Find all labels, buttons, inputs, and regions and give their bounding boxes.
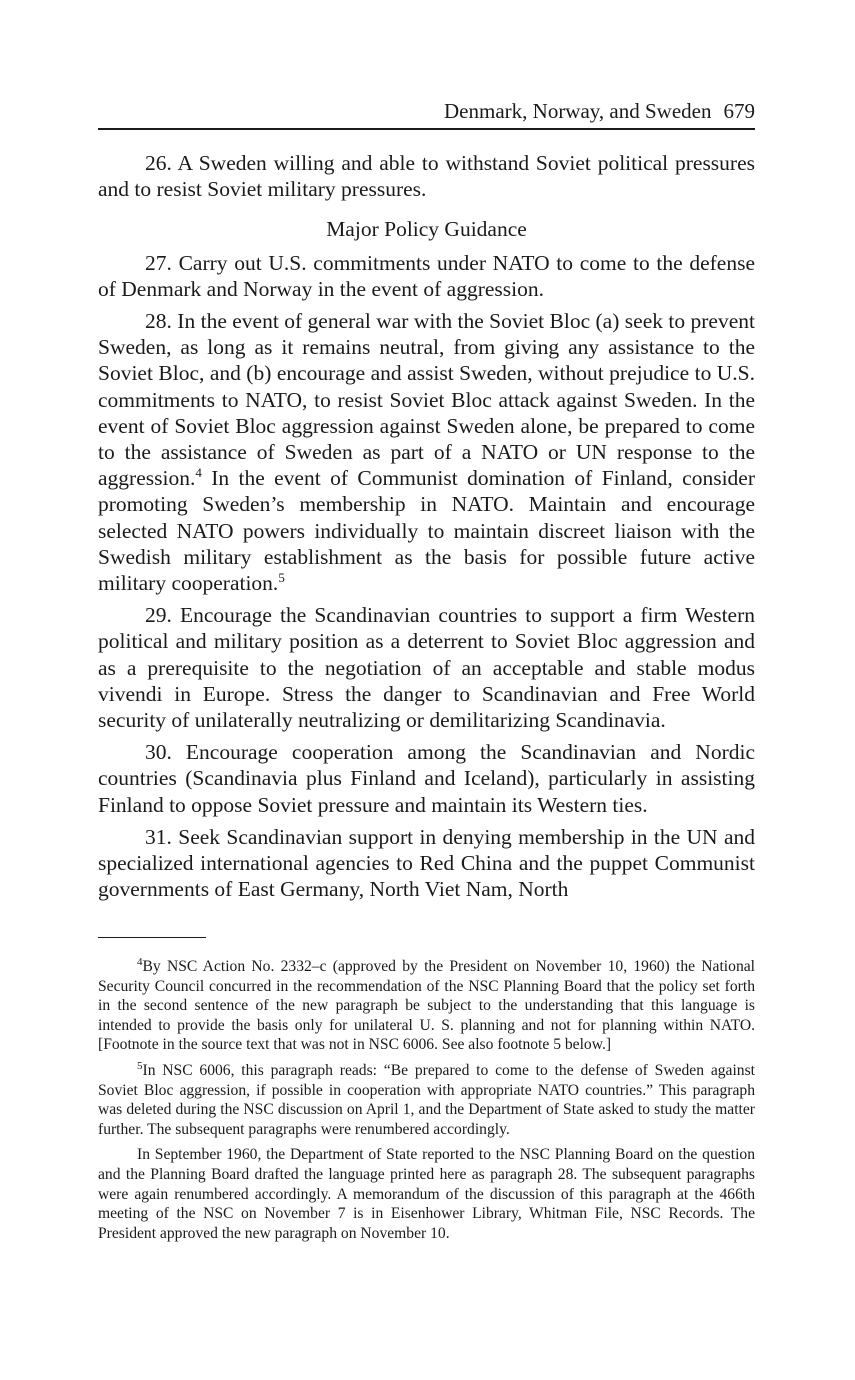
footnote-5 [98,1061,755,1139]
paragraph-27: 27. Carry out U.S. commitments under NATO to come to the defense of Denmark and Norway in the event of aggression. [98,250,755,301]
footnote-ref-4[interactable]: 4 [195,465,202,481]
paragraph-31: 31. Seek Scandinavian support in denying membership in the UN and specialized international agencies to Red China and the puppet Communist governments of East Germany, North Viet Nam, North [98,824,755,902]
footnote-4-text: By NSC Action No. 2332–c (approved by the President on November 10, 1960) the National Security Council concurred in the recommendation of the NSC Planning Board that the policy set forth in the second sentence of the new paragraph be subject to the understanding that this language is intended to provide the basis only for unilateral U. S. planning and not for planning within NATO. [Footnote in the source text that was not in NSC 6006. See also footnote 5 below.] [98,958,755,1054]
footnotes [98,957,755,1249]
paragraph-28-part-2: In the event of Communist domination of Finland, consider promoting Sweden’s membership in NATO. Maintain and encourage selected NATO powers individually to maintain discreet liaison with the Swedish military establishment as the basis for possible future active military cooperation. [98,466,755,596]
section-heading: Major Policy Guidance [326,217,527,242]
footnote-5-continuation: In September 1960, the Department of State reported to the NSC Planning Board on the question and the Planning Board drafted the language printed here as paragraph 28. The subsequent paragraphs were again renumbered accordingly. A memorandum of the discussion of this paragraph at the 466th meeting of the NSC on November 7 is in Eisenhower Library, Whitman File, NSC Records. The President approved the new paragraph on November 10. [98,1146,755,1242]
body-text [98,150,755,902]
footnote-divider [98,937,206,938]
footnote-4-marker: 4 [137,955,143,968]
running-head [98,96,755,130]
paragraph-28 [98,308,755,596]
paragraph-29: 29. Encourage the Scandinavian countries to support a firm Western political and military position as a deterrent to Soviet Bloc aggression and as a prerequisite to the negotiation of an acceptable and stable modus vivendi in Europe. Stress the danger to Scandinavian and Free World security of unilaterally neutralizing or demilitarizing Scandinavia. [98,603,755,733]
footnote-ref-5[interactable]: 5 [278,569,285,585]
paragraph-28-part-1: 28. In the event of general war with the Soviet Bloc (a) seek to prevent Sweden, as long as it remains neutral, from giving any assistance to the Soviet Bloc, and (b) encourage and assist Sweden, without prejudice to U.S. commitments to NATO, to resist Soviet Bloc attack against Sweden. In the event of Soviet Bloc aggression against Sweden alone, be prepared to come to the assistance of Sweden as part of a NATO or UN response to the aggression. [98,309,755,491]
footnote-5-text: In NSC 6006, this paragraph reads: “Be prepared to come to the defense of Sweden against Soviet Bloc aggression, if possible in cooperation with appropriate NATO countries.” This paragraph was deleted during the NSC discussion on April 1, and the Department of State asked to study the matter further. The subsequent paragraphs were renumbered accordingly. [98,1061,755,1138]
paragraph-30: 30. Encourage cooperation among the Scandinavian and Nordic countries (Scandinavia plus Finland and Iceland), particularly in assisting Finland to oppose Soviet pressure and maintain its Western ties. [98,740,755,817]
page [98,96,755,908]
footnote-5-marker: 5 [137,1059,143,1072]
paragraph-26: 26. A Sweden willing and able to withstand Soviet political pressures and to resist Soviet military pressures. [98,151,755,202]
page-number: 679 [723,99,755,123]
running-head-title: Denmark, Norway, and Sweden [444,99,712,123]
footnote-4 [98,957,755,1055]
